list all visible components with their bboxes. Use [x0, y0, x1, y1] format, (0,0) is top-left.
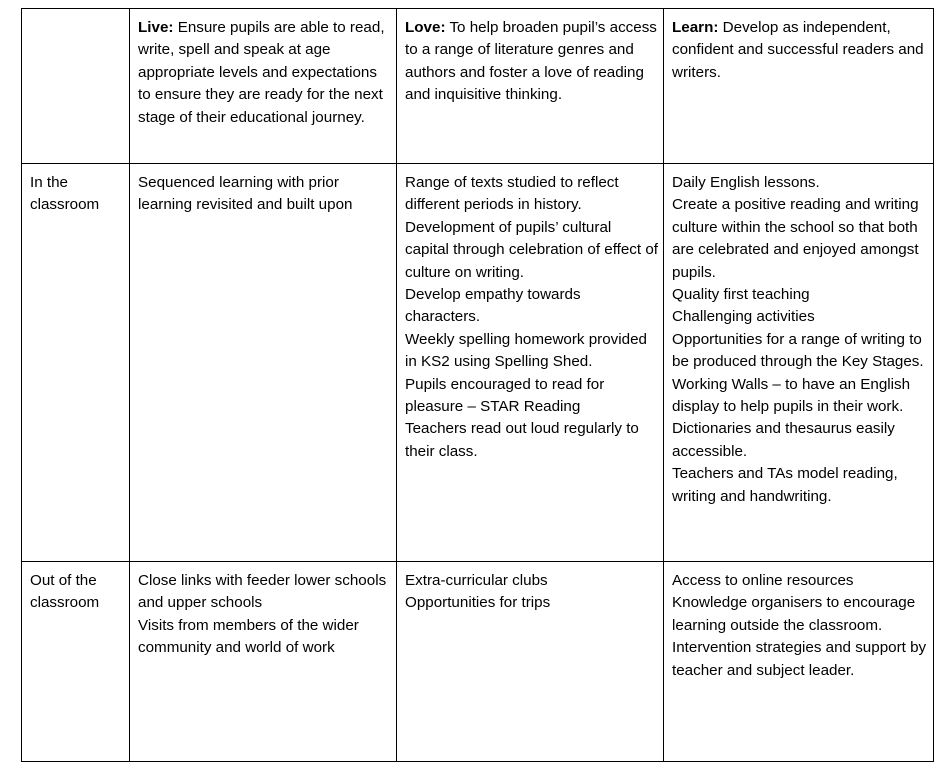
list-item: Visits from members of the wider community and world of work	[138, 616, 359, 657]
out-of-classroom-learn-cell	[664, 562, 934, 762]
list-item: Close links with feeder lower schools and upper schools	[138, 572, 387, 612]
list-item: Extra-curricular clubs	[405, 572, 548, 589]
list-item: Challenging activities	[672, 308, 815, 326]
out-of-classroom-love-cell	[397, 562, 664, 762]
love-description: To help broaden pupil’s access to a range of literature genres and authors and foster a love of reading and inquisitive thinking.	[405, 19, 657, 104]
live-description: Ensure pupils are able to read, write, spell and speak at age appropriate levels and expectations to ensure they are ready for the next stage of their educational journey.	[138, 19, 385, 126]
list-item: Knowledge organisers to encourage learning outside the classroom.	[672, 594, 916, 634]
live-header-cell	[130, 9, 397, 164]
list-item: Daily English lessons.	[672, 174, 820, 191]
row-label-out-of-classroom: Out of the classroom	[22, 562, 130, 762]
out-of-classroom-live-cell	[130, 562, 397, 762]
live-label: Live:	[138, 19, 174, 36]
list-item: Dictionaries and thesaurus easily accessible.	[672, 420, 895, 460]
list-item: Development of pupils’ cultural capital through celebration of effect of culture on writing.	[405, 218, 659, 281]
list-item: Sequenced learning with prior learning revisited and built upon	[138, 174, 353, 214]
love-label: Love:	[405, 19, 446, 36]
row-label-in-classroom: In the classroom	[22, 164, 130, 562]
list-item: Opportunities for a range of writing to be produced through the Key Stages.	[672, 330, 924, 371]
in-classroom-love-cell	[397, 164, 664, 562]
table-row	[22, 164, 934, 562]
love-header-cell	[397, 9, 664, 164]
list-item: Teachers and TAs model reading, writing and handwriting.	[672, 465, 898, 505]
list-item: Access to online resources	[672, 572, 854, 589]
list-item: Intervention strategies and support by teacher and subject leader.	[672, 639, 927, 679]
list-item: Develop empathy towards characters.	[405, 286, 581, 326]
table-row	[22, 562, 934, 762]
list-item: Range of texts studied to reflect different periods in history.	[405, 174, 619, 214]
in-classroom-live-cell	[130, 164, 397, 562]
list-item: Teachers read out loud regularly to their class.	[405, 420, 639, 460]
learn-label: Learn:	[672, 19, 719, 36]
in-classroom-learn-cell	[664, 164, 934, 562]
learn-description: Develop as independent, confident and successful readers and writers.	[672, 19, 924, 81]
header-row	[22, 9, 934, 164]
list-item: Weekly spelling homework provided in KS2 using Spelling Shed.	[405, 330, 647, 371]
learn-header-cell	[664, 9, 934, 164]
list-item: Working Walls – to have an English display to help pupils in their work.	[672, 375, 911, 416]
list-item: Create a positive reading and writing culture within the school so that both are celebrated and enjoyed amongst pupils.	[672, 196, 919, 281]
list-item: Opportunities for trips	[405, 594, 551, 612]
curriculum-table	[21, 8, 934, 762]
list-item: Pupils encouraged to read for pleasure – STAR Reading	[405, 375, 605, 416]
corner-cell	[22, 9, 130, 164]
list-item: Quality first teaching	[672, 286, 810, 304]
